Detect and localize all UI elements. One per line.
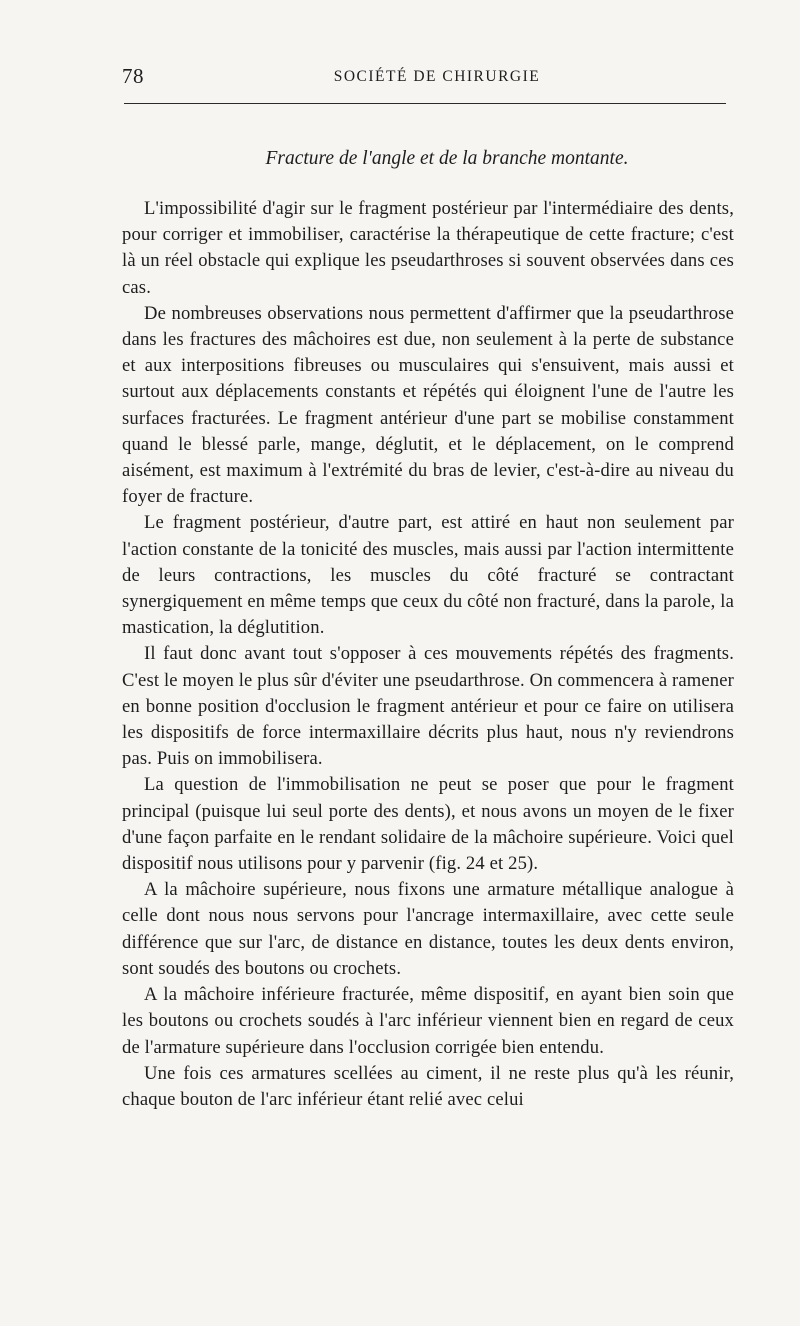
running-title: SOCIÉTÉ DE CHIRURGIE (333, 68, 541, 85)
paragraph: Une fois ces armatures scellées au ciment, il ne reste plus qu'à les réunir, chaque bouton de l'arc inférieur étant relié avec celui (122, 1062, 734, 1110)
page-header (122, 64, 734, 94)
paragraph: A la mâchoire supérieure, nous fixons une armature métallique analogue à celle dont nous nous servons pour l'ancrage intermaxillaire, avec cette seule différence que sur l'arc, de distance en distance, toutes les deux dents environ, sont soudés des boutons ou crochets. (122, 879, 734, 979)
paragraph: Le fragment postérieur, d'autre part, est attiré en haut non seulement par l'action constante de la tonicité des muscles, mais aussi par l'action intermittente de leurs contractions, les muscles du côté fracturé se contractant synergiquement en même temps que ceux du côté non fracturé, dans la parole, la mastication, la déglutition. (122, 512, 734, 639)
paragraph: La question de l'immobilisation ne peut se poser que pour le fragment principal (puisque lui seul porte des dents), et nous avons un moyen de le fixer d'une façon parfaite en le rendant solidaire de la mâchoire supérieure. Voici quel dispositif nous utilisons pour y parvenir (fig. 24 et 25). (122, 774, 734, 875)
header-rule (124, 103, 726, 104)
section-title: Fracture de l'angle et de la branche montante. (265, 148, 629, 169)
paragraph: A la mâchoire inférieure fracturée, même dispositif, en ayant bien soin que les boutons ou crochets soudés à l'arc inférieur viennent bien en regard de ceux de l'armature supérieure dans l'occlusion corrigée bien entendu. (122, 984, 734, 1058)
paragraph: De nombreuses observations nous permettent d'affirmer que la pseudarthrose dans les fractures des mâchoires est due, non seulement à la perte de substance et aux interpositions fibreuses ou musculaires qui s'ensuivent, mais aussi et surtout aux déplacements constants et répétés qui éloignent l'une de l'autre les surfaces fracturées. Le fragment antérieur d'une part se mobilise constamment quand le blessé parle, mange, déglutit, et le déplacement, on le comprend aisément, est maximum à l'extrémité du bras de levier, c'est-à-dire au niveau du foyer de fracture. (122, 302, 734, 508)
paragraph: Il faut donc avant tout s'opposer à ces mouvements répétés des fragments. C'est le moyen le plus sûr d'éviter une pseudarthrose. On commencera à ramener en bonne position d'occlusion le fragment antérieur et pour ce faire on utilisera les dispositifs de force intermaxillaire décrits plus haut, nous n'y reviendrons pas. Puis on immobilisera. (122, 643, 734, 770)
body-text (122, 196, 734, 1113)
paragraph: L'impossibilité d'agir sur le fragment postérieur par l'intermédiaire des dents, pour corriger et immobiliser, caractérise la thérapeutique de cette fracture; c'est là un réel obstacle qui explique les pseudarthroses si souvent observées dans ces cas. (122, 198, 734, 298)
page-number: 78 (122, 64, 144, 88)
